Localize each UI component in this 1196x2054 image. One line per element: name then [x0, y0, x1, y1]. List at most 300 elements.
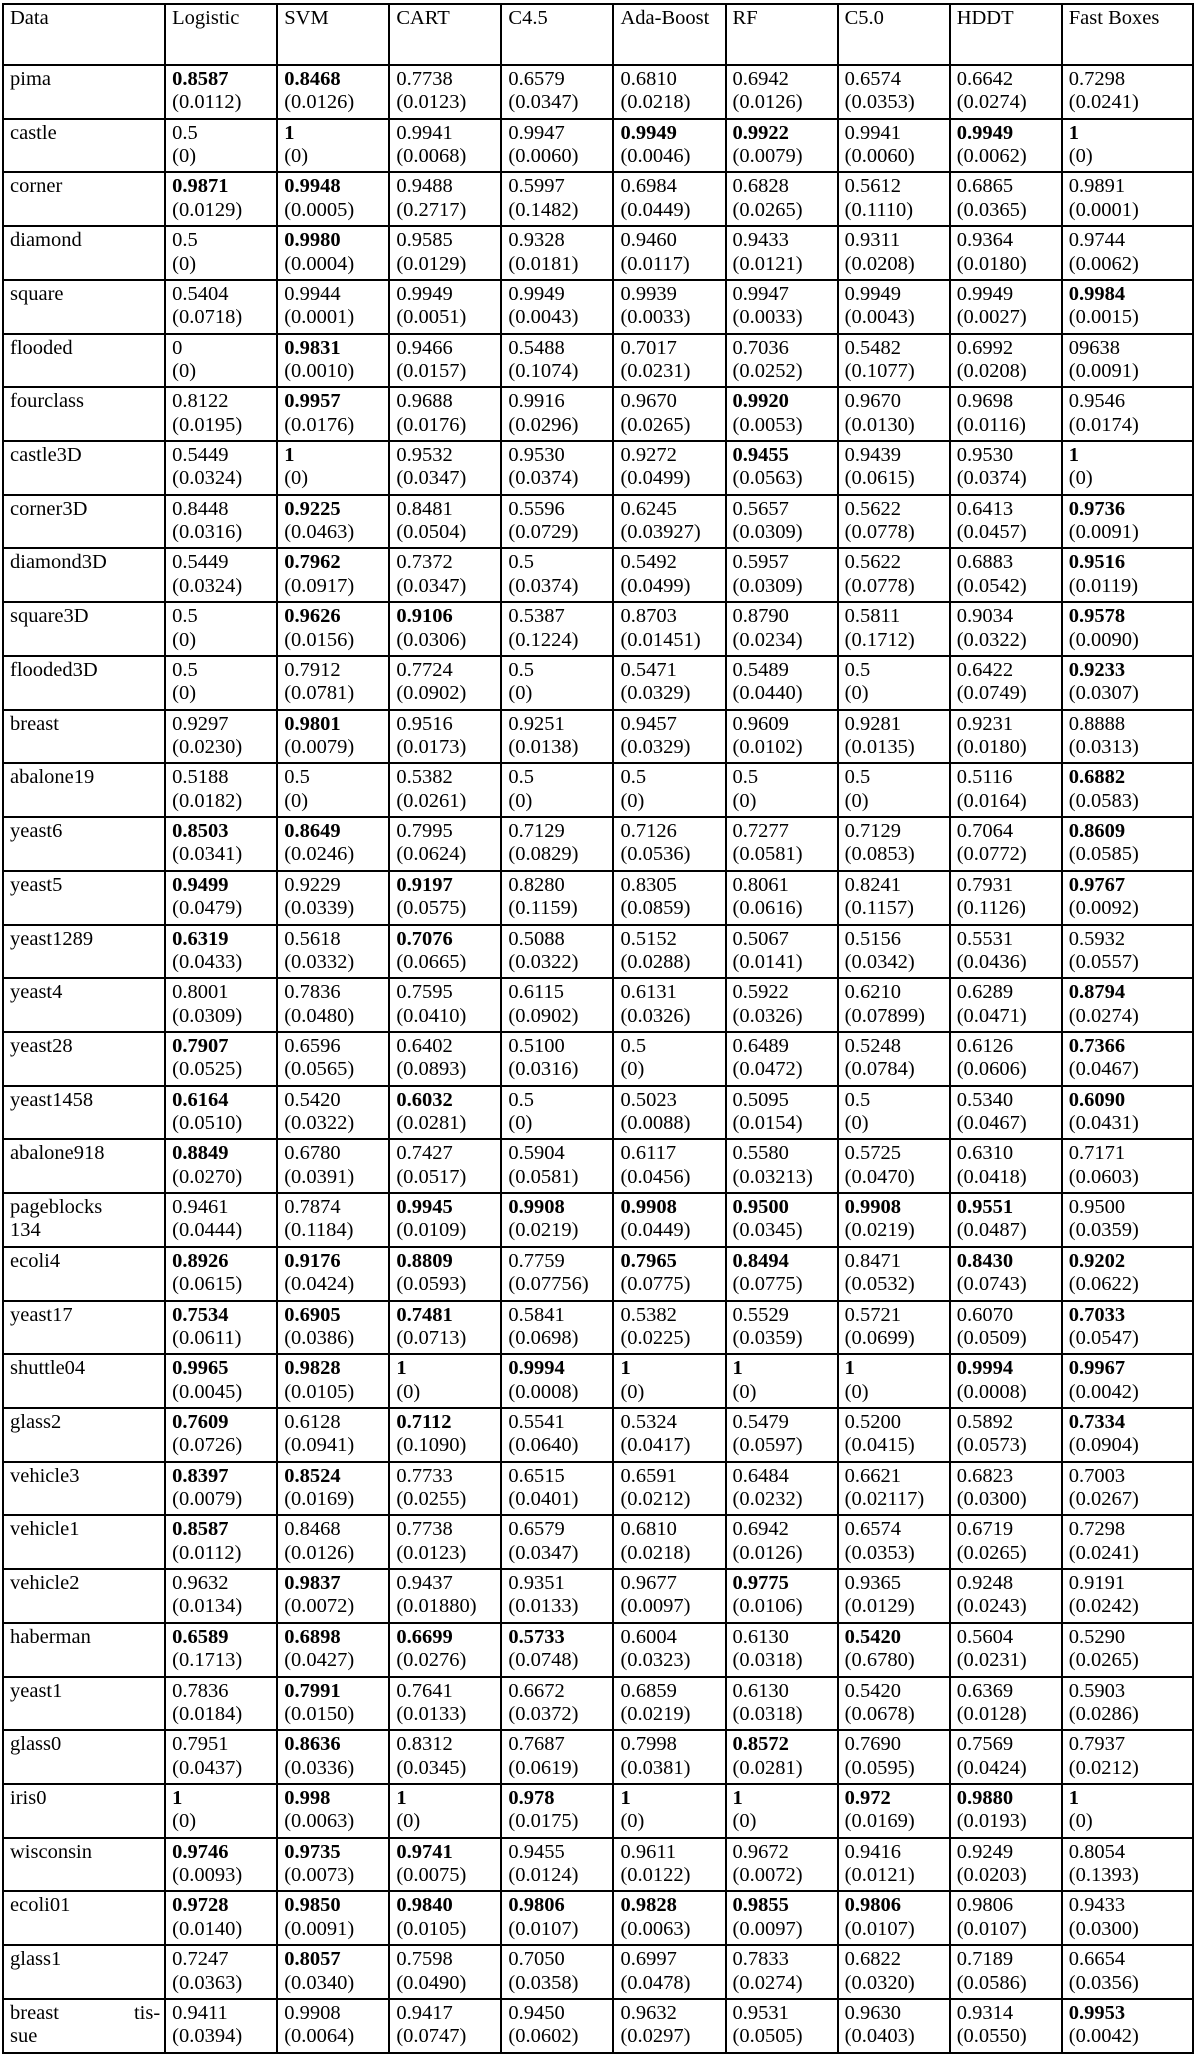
metric-stddev: (0): [508, 1112, 533, 1135]
metric-stddev: (0.0300): [1068, 1917, 1139, 1940]
metric-stddev: (0): [284, 145, 309, 168]
metric-mean: 0.9871: [172, 175, 229, 198]
dataset-name-cell: [3, 65, 165, 119]
metric-cell: [1062, 1247, 1193, 1301]
metric-cell: [838, 226, 950, 280]
metric-cell: [950, 763, 1062, 817]
metric-mean: 0.7076: [396, 927, 453, 950]
metric-mean: 0.7690: [844, 1733, 901, 1756]
metric-mean: 0.7298: [1068, 1518, 1126, 1541]
metric-cell: [613, 65, 725, 119]
metric-stddev: (0.03927): [620, 521, 701, 544]
metric-cell: [389, 710, 501, 764]
metric-mean: 1: [620, 1787, 631, 1809]
metric-cell: [165, 1247, 277, 1301]
metric-cell: [613, 978, 725, 1032]
metric-stddev: (0.0418): [956, 1165, 1027, 1188]
metric-stddev: (0.0542): [956, 574, 1027, 597]
metric-cell: [613, 1408, 725, 1462]
metric-mean: 0.9488: [396, 175, 453, 198]
metric-stddev: (0.0322): [508, 950, 579, 973]
metric-stddev: (0.0410): [396, 1004, 467, 1027]
table-row: [3, 65, 1193, 119]
metric-mean: 0.978: [508, 1787, 555, 1809]
metric-mean: 0.9176: [284, 1249, 341, 1272]
metric-cell: [726, 925, 838, 979]
metric-cell: [838, 1730, 950, 1784]
metric-mean: 0.9677: [620, 1572, 677, 1595]
metric-mean: 0.8305: [620, 873, 677, 896]
table-row: [3, 226, 1193, 280]
table-row: [3, 1354, 1193, 1408]
metric-stddev: (0.0463): [284, 521, 355, 544]
metric-cell: [950, 871, 1062, 925]
metric-cell: [277, 1677, 389, 1731]
metric-mean: 0.7931: [956, 873, 1014, 896]
metric-mean: 0.9948: [284, 175, 341, 198]
metric-mean: 0.7171: [1068, 1142, 1126, 1165]
metric-cell: [165, 1623, 277, 1677]
metric-cell: [1062, 1193, 1193, 1247]
metric-cell: [1062, 172, 1193, 226]
metric-mean: 0.9364: [956, 229, 1014, 252]
metric-stddev: (0.0062): [1068, 252, 1139, 275]
metric-stddev: (0.0449): [620, 198, 691, 221]
metric-cell: [1062, 1838, 1193, 1892]
metric-stddev: (0.0169): [844, 1810, 915, 1833]
metric-stddev: (0.0274): [732, 1971, 803, 1994]
table-row: [3, 495, 1193, 549]
metric-stddev: (0.0300): [956, 1488, 1027, 1511]
metric-cell: [389, 548, 501, 602]
metric-cell: [389, 1891, 501, 1945]
dataset-name-cell: [3, 1784, 165, 1838]
metric-cell: [277, 1515, 389, 1569]
metric-stddev: (0.0117): [620, 252, 690, 275]
metric-cell: [277, 1032, 389, 1086]
metric-cell: [389, 656, 501, 710]
metric-mean: 0.6579: [508, 68, 565, 90]
metric-mean: 0.6591: [620, 1464, 677, 1487]
table-row: [3, 1730, 1193, 1784]
metric-mean: 0.9411: [172, 2001, 228, 2024]
metric-mean: 0.9626: [284, 605, 341, 628]
metric-stddev: (0.0105): [284, 1380, 355, 1403]
metric-mean: 0.7050: [508, 1948, 565, 1971]
metric-mean: 09638: [1068, 336, 1121, 359]
metric-stddev: (0.0595): [844, 1756, 915, 1779]
metric-stddev: (0.0424): [956, 1756, 1027, 1779]
metric-cell: [613, 441, 725, 495]
metric-mean: 0.5: [172, 121, 198, 144]
metric-cell: [1062, 495, 1193, 549]
metric-stddev: (0.0499): [620, 467, 691, 490]
metric-mean: 0.5324: [620, 1410, 677, 1433]
metric-stddev: (0.0525): [172, 1058, 243, 1081]
metric-cell: [389, 1838, 501, 1892]
metric-stddev: (0.0265): [1068, 1649, 1139, 1672]
table-row: [3, 602, 1193, 656]
metric-stddev: (0.0345): [396, 1756, 467, 1779]
metric-cell: [501, 1032, 613, 1086]
metric-stddev: (0.0043): [844, 306, 915, 329]
metric-mean: 0.9944: [284, 282, 341, 305]
metric-mean: 0.7334: [1068, 1410, 1126, 1433]
metric-cell: [726, 280, 838, 334]
metric-cell: [501, 925, 613, 979]
metric-stddev: (0.0176): [396, 413, 467, 436]
metric-mean: 0.8849: [172, 1142, 229, 1165]
metric-mean: 0.9034: [956, 605, 1014, 628]
metric-stddev: (0.0281): [732, 1756, 803, 1779]
metric-stddev: (0.0134): [172, 1595, 243, 1618]
dataset-name-label: glass0: [10, 1733, 62, 1756]
metric-stddev: (0.0288): [620, 950, 691, 973]
metric-cell: [950, 1945, 1062, 1999]
metric-mean: 0.7733: [396, 1464, 453, 1487]
metric-mean: 0.5382: [620, 1303, 677, 1326]
metric-mean: 0.7609: [172, 1410, 229, 1433]
metric-cell: [613, 1301, 725, 1355]
metric-stddev: (0.0345): [732, 1219, 803, 1242]
metric-stddev: (0.0347): [396, 467, 467, 490]
table-row: [3, 280, 1193, 334]
metric-stddev: (0.0904): [1068, 1434, 1139, 1457]
metric-stddev: (0.0573): [956, 1434, 1027, 1457]
metric-cell: [501, 1301, 613, 1355]
metric-cell: [726, 1139, 838, 1193]
table-row: [3, 387, 1193, 441]
metric-stddev: (0.0176): [284, 413, 355, 436]
metric-cell: [389, 495, 501, 549]
metric-mean: 0.6131: [620, 981, 677, 1004]
metric-cell: [1062, 1032, 1193, 1086]
metric-stddev: (0.0231): [956, 1649, 1027, 1672]
metric-cell: [501, 656, 613, 710]
metric-mean: 0.5290: [1068, 1625, 1126, 1648]
metric-cell: [950, 1623, 1062, 1677]
metric-stddev: (0.0583): [1068, 789, 1139, 812]
metric-mean: 1: [1068, 121, 1080, 144]
metric-cell: [838, 817, 950, 871]
metric-cell: [1062, 1999, 1193, 2053]
metric-mean: 0.6574: [844, 1518, 901, 1541]
metric-stddev: (0.0230): [172, 735, 243, 758]
metric-cell: [613, 1730, 725, 1784]
metric-stddev: (0.1712): [844, 628, 915, 651]
metric-stddev: (0.0917): [284, 574, 355, 597]
dataset-name-line2: 134: [10, 1219, 41, 1242]
metric-mean: 0.5382: [396, 766, 453, 789]
metric-cell: [501, 1462, 613, 1516]
metric-mean: 0.5156: [844, 927, 901, 950]
metric-cell: [613, 1462, 725, 1516]
metric-stddev: (0.0391): [284, 1165, 355, 1188]
dataset-name-cell: [3, 763, 165, 817]
metric-stddev: (0): [732, 1380, 757, 1403]
metric-cell: [501, 1999, 613, 2053]
metric-cell: [277, 871, 389, 925]
metric-mean: 0.9922: [732, 121, 789, 144]
metric-cell: [950, 226, 1062, 280]
metric-mean: 0.8794: [1068, 981, 1126, 1004]
metric-mean: 0.6515: [508, 1464, 565, 1487]
metric-stddev: (0.0218): [620, 91, 691, 114]
metric-stddev: (0.0478): [620, 1971, 691, 1994]
metric-cell: [389, 226, 501, 280]
metric-stddev: (0.0001): [1068, 198, 1139, 221]
metric-stddev: (0.0010): [284, 359, 355, 382]
metric-cell: [501, 1086, 613, 1140]
metric-mean: 0.6115: [508, 981, 565, 1004]
metric-cell: [501, 1354, 613, 1408]
metric-cell: [1062, 925, 1193, 979]
metric-stddev: (0.0698): [508, 1326, 579, 1349]
metric-cell: [726, 656, 838, 710]
metric-mean: 0.5580: [732, 1142, 789, 1165]
metric-cell: [1062, 656, 1193, 710]
dataset-name-cell: [3, 119, 165, 173]
dataset-name-label: yeast28: [10, 1034, 73, 1057]
metric-stddev: (0.0365): [956, 198, 1027, 221]
metric-stddev: (0.0480): [284, 1004, 355, 1027]
metric-stddev: (0.0893): [396, 1058, 467, 1081]
dataset-name-cell: [3, 1301, 165, 1355]
metric-cell: [277, 978, 389, 1032]
metric-stddev: (0): [620, 1058, 645, 1081]
metric-mean: 0.9880: [956, 1787, 1014, 1809]
metric-mean: 0.6865: [956, 175, 1014, 198]
metric-stddev: (0.0079): [732, 145, 803, 168]
metric-stddev: (0.0156): [284, 628, 355, 651]
metric-cell: [1062, 978, 1193, 1032]
metric-stddev: (0.0784): [844, 1058, 915, 1081]
metric-mean: 0.9466: [396, 336, 453, 359]
metric-stddev: (0.0267): [1068, 1488, 1139, 1511]
metric-cell: [726, 1569, 838, 1623]
table-header-row: [3, 4, 1193, 65]
metric-mean: 0.6289: [956, 981, 1014, 1004]
metric-mean: 0.8471: [844, 1249, 901, 1272]
metric-cell: [950, 710, 1062, 764]
metric-mean: 0.7907: [172, 1034, 229, 1057]
metric-stddev: (0.0342): [844, 950, 915, 973]
metric-mean: 0.9735: [284, 1840, 341, 1863]
metric-stddev: (0.0309): [732, 521, 803, 544]
metric-cell: [726, 226, 838, 280]
metric-mean: 1: [396, 1357, 407, 1380]
metric-mean: 0.9806: [844, 1894, 901, 1917]
table-row: [3, 1623, 1193, 1677]
dataset-name-label: square3D: [10, 605, 89, 628]
column-header-data: [3, 4, 165, 65]
metric-mean: 0.5482: [844, 336, 901, 359]
metric-stddev: (0.0902): [396, 682, 467, 705]
metric-cell: [950, 1784, 1062, 1838]
metric-stddev: (0.0339): [284, 897, 355, 920]
metric-mean: 0.9775: [732, 1572, 789, 1595]
metric-stddev: (0.0431): [1068, 1112, 1139, 1135]
dataset-name-cell: [3, 226, 165, 280]
metric-cell: [389, 334, 501, 388]
metric-cell: [165, 1677, 277, 1731]
metric-cell: [950, 602, 1062, 656]
metric-stddev: (0.0575): [396, 897, 467, 920]
metric-stddev: (0.0775): [732, 1273, 803, 1296]
metric-mean: 0.9949: [396, 282, 453, 305]
metric-mean: 0.5449: [172, 551, 229, 574]
metric-stddev: (0.0743): [956, 1273, 1027, 1296]
metric-mean: 0.9457: [620, 712, 677, 735]
metric-cell: [726, 1247, 838, 1301]
metric-cell: [726, 1891, 838, 1945]
metric-stddev: (0): [172, 252, 197, 275]
metric-mean: 0.9578: [1068, 605, 1126, 628]
metric-mean: 0.9351: [508, 1572, 565, 1595]
metric-stddev: (0.0212): [1068, 1756, 1139, 1779]
metric-stddev: (0.0126): [732, 1541, 803, 1564]
metric-stddev: (0.0265): [732, 198, 803, 221]
metric-cell: [613, 1354, 725, 1408]
dataset-name-cell: [3, 1515, 165, 1569]
metric-stddev: (0.0415): [844, 1434, 915, 1457]
metric-mean: 0.9837: [284, 1572, 341, 1595]
metric-stddev: (0.0157): [396, 359, 467, 382]
metric-cell: [838, 495, 950, 549]
metric-cell: [277, 387, 389, 441]
metric-mean: 0.5188: [172, 766, 229, 789]
metric-mean: 0.8503: [172, 820, 229, 843]
metric-cell: [1062, 280, 1193, 334]
metric-mean: 0.5604: [956, 1625, 1014, 1648]
metric-cell: [613, 1139, 725, 1193]
metric-stddev: (0.0091): [1068, 359, 1139, 382]
metric-stddev: (0.0557): [1068, 950, 1139, 973]
metric-stddev: (0.0597): [732, 1434, 803, 1457]
metric-cell: [838, 1515, 950, 1569]
metric-cell: [277, 548, 389, 602]
metric-stddev: (0.0042): [1068, 2025, 1139, 2048]
dataset-name-label: yeast17: [10, 1303, 73, 1326]
metric-cell: [838, 656, 950, 710]
metric-stddev: (0): [172, 359, 197, 382]
table-row: [3, 978, 1193, 1032]
metric-cell: [613, 119, 725, 173]
metric-mean: 0.6117: [620, 1142, 677, 1165]
metric-stddev: (0.0747): [396, 2025, 467, 2048]
metric-mean: 0.9225: [284, 497, 341, 520]
metric-stddev: (0.0616): [732, 897, 803, 920]
metric-stddev: (0.0323): [620, 1649, 691, 1672]
metric-mean: 0.6823: [956, 1464, 1014, 1487]
column-header-label: CART: [396, 7, 450, 29]
metric-mean: 1: [844, 1357, 855, 1380]
metric-stddev: (0.07899): [844, 1004, 925, 1027]
metric-cell: [726, 441, 838, 495]
table-row: [3, 119, 1193, 173]
metric-cell: [389, 817, 501, 871]
metric-cell: [277, 1408, 389, 1462]
metric-cell: [165, 334, 277, 388]
metric-mean: 0.5088: [508, 927, 565, 950]
metric-stddev: (0): [844, 789, 869, 812]
metric-mean: 1: [732, 1787, 743, 1809]
dataset-name-label: diamond3D: [10, 551, 107, 574]
metric-cell: [950, 1677, 1062, 1731]
metric-mean: 0.9949: [508, 282, 565, 305]
metric-mean: 0.9416: [844, 1840, 901, 1863]
metric-cell: [726, 1032, 838, 1086]
metric-mean: 0.7126: [620, 820, 677, 843]
metric-cell: [950, 1999, 1062, 2053]
metric-stddev: (0.0437): [172, 1756, 243, 1779]
metric-stddev: (0.1090): [396, 1434, 467, 1457]
metric-cell: [501, 602, 613, 656]
metric-mean: 0.5531: [956, 927, 1014, 950]
metric-mean: 0.7298: [1068, 68, 1126, 90]
metric-stddev: (0.0218): [620, 1541, 691, 1564]
metric-stddev: (0.0129): [844, 1595, 915, 1618]
metric-cell: [277, 334, 389, 388]
metric-stddev: (0.0141): [732, 950, 803, 973]
metric-cell: [726, 1408, 838, 1462]
metric-mean: 0.5618: [284, 927, 341, 950]
metric-mean: 0.9455: [732, 444, 789, 467]
table-row: [3, 334, 1193, 388]
metric-cell: [838, 387, 950, 441]
metric-cell: [613, 1677, 725, 1731]
metric-mean: 0.9248: [956, 1572, 1014, 1595]
metric-cell: [1062, 1623, 1193, 1677]
metric-cell: [165, 280, 277, 334]
dataset-name-label: wisconsin: [10, 1840, 92, 1863]
metric-mean: 0.9516: [1068, 551, 1126, 574]
metric-stddev: (0): [1068, 467, 1093, 490]
metric-stddev: (0.0174): [1068, 413, 1139, 436]
metric-stddev: (0.0941): [284, 1434, 355, 1457]
metric-cell: [277, 1999, 389, 2053]
metric-stddev: (0.0265): [620, 413, 691, 436]
metric-stddev: (0.0593): [396, 1273, 467, 1296]
metric-stddev: (0.0436): [956, 950, 1027, 973]
metric-stddev: (0.0318): [732, 1702, 803, 1725]
metric-stddev: (0.0097): [732, 1917, 803, 1940]
metric-stddev: (0.07756): [508, 1273, 589, 1296]
metric-mean: 0.9272: [620, 444, 677, 467]
metric-cell: [277, 280, 389, 334]
metric-mean: 0.7836: [172, 1679, 229, 1702]
metric-mean: 0.9202: [1068, 1249, 1126, 1272]
metric-mean: 0.9828: [620, 1894, 677, 1917]
metric-mean: 0.9855: [732, 1894, 789, 1917]
metric-mean: 0.5904: [508, 1142, 565, 1165]
dataset-name-cell: [3, 710, 165, 764]
dataset-name-label: yeast4: [10, 981, 63, 1004]
metric-cell: [726, 817, 838, 871]
metric-stddev: (0.0504): [396, 521, 467, 544]
metric-mean: 0.5492: [620, 551, 677, 574]
metric-mean: 0.9947: [732, 282, 789, 305]
metric-cell: [726, 495, 838, 549]
metric-stddev: (0): [172, 628, 197, 651]
metric-mean: 0.6589: [172, 1625, 229, 1648]
metric-mean: 0.5529: [732, 1303, 789, 1326]
metric-stddev: (0.0062): [956, 145, 1027, 168]
metric-stddev: (0.0243): [956, 1595, 1027, 1618]
metric-cell: [165, 602, 277, 656]
metric-cell: [501, 1891, 613, 1945]
metric-cell: [613, 387, 725, 441]
